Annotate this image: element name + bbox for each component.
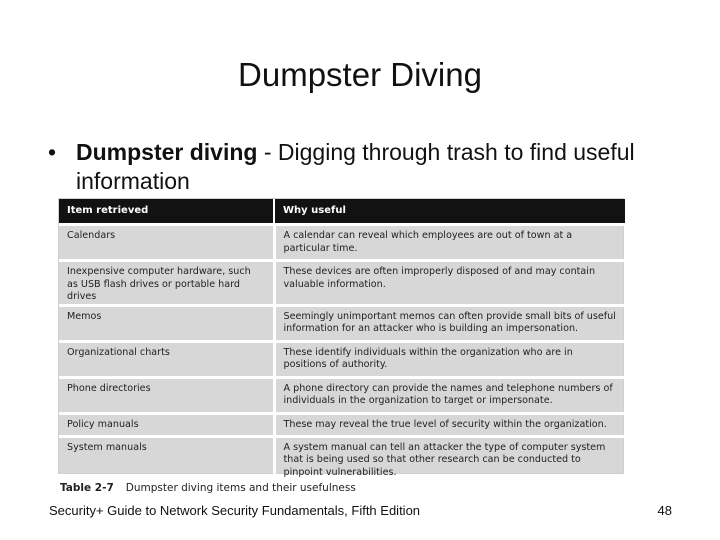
table-row bbox=[59, 305, 625, 341]
table-cell-reason: A calendar can reveal which employees are out of town at a particular time. bbox=[274, 225, 625, 261]
table-caption bbox=[60, 482, 356, 494]
table-row bbox=[59, 377, 625, 413]
page-number: 48 bbox=[657, 503, 672, 518]
bullet-definition: - Digging through trash to find useful information bbox=[76, 139, 635, 194]
table-cell-reason: These devices are often improperly disposed of and may contain valuable information. bbox=[274, 261, 625, 306]
table-cell-item: Memos bbox=[59, 305, 274, 341]
table-row bbox=[59, 413, 625, 436]
table-cell-reason: These may reveal the true level of security within the organization. bbox=[274, 413, 625, 436]
table-cell-reason: A system manual can tell an attacker the type of computer system that is being used so that other research can be conducted to pinpoint vulnerabilities. bbox=[274, 436, 625, 485]
caption-text: Dumpster diving items and their usefulness bbox=[125, 482, 356, 494]
table-row bbox=[59, 436, 625, 485]
bullet-text bbox=[76, 138, 678, 196]
table-cell-item: Inexpensive computer hardware, such as USB flash drives or portable hard drives bbox=[59, 261, 274, 306]
table-row bbox=[59, 225, 625, 261]
bullet-term: Dumpster diving bbox=[76, 139, 258, 165]
table-header-row bbox=[59, 199, 625, 225]
table-row bbox=[59, 261, 625, 306]
footer-source: Security+ Guide to Network Security Fundamentals, Fifth Edition bbox=[49, 503, 421, 518]
table-row bbox=[59, 341, 625, 377]
table-cell-reason: These identify individuals within the organization who are in positions of authority. bbox=[274, 341, 625, 377]
items-table bbox=[59, 199, 625, 485]
bullet-item bbox=[48, 138, 678, 196]
caption-number: Table 2-7 bbox=[60, 482, 114, 494]
table-cell-item: Policy manuals bbox=[59, 413, 274, 436]
table-cell-item: Calendars bbox=[59, 225, 274, 261]
table-cell-reason: A phone directory can provide the names and telephone numbers of individuals in the organization to target or impersonate. bbox=[274, 377, 625, 413]
bullet-marker: • bbox=[48, 139, 57, 165]
table-figure bbox=[58, 198, 624, 478]
table-cell-reason: Seemingly unimportant memos can often provide small bits of useful information for an attacker who is building an impersonation. bbox=[274, 305, 625, 341]
table-header-cell: Why useful bbox=[274, 199, 625, 225]
table-cell-item: Organizational charts bbox=[59, 341, 274, 377]
table-cell-item: Phone directories bbox=[59, 377, 274, 413]
slide-title: Dumpster Diving bbox=[238, 56, 482, 93]
table-header-cell: Item retrieved bbox=[59, 199, 274, 225]
table-cell-item: System manuals bbox=[59, 436, 274, 485]
